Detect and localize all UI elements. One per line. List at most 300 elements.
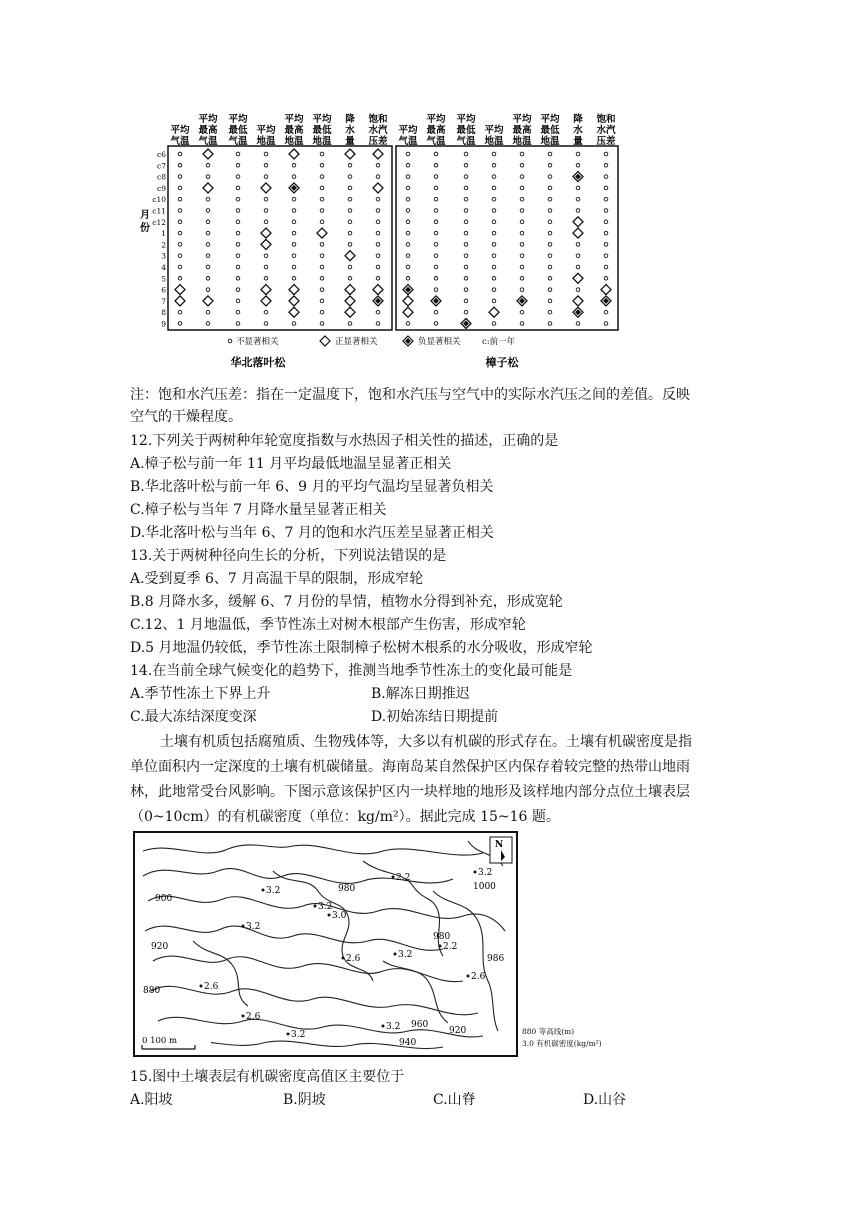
positive-marker bbox=[345, 307, 355, 317]
positive-marker bbox=[261, 183, 271, 193]
not-significant-dot bbox=[178, 231, 182, 235]
not-significant-dot bbox=[236, 220, 240, 224]
not-significant-dot bbox=[178, 186, 182, 190]
contour-label: 880 bbox=[143, 986, 161, 996]
month-label: c7 bbox=[157, 161, 166, 171]
q13-option-a[interactable]: A.受到夏季 6、7 月高温干旱的限制，形成窄轮 bbox=[130, 571, 424, 587]
scale-label: 0 100 m bbox=[142, 1036, 178, 1046]
not-significant-dot bbox=[434, 186, 438, 190]
q15-option-b[interactable]: B.阴坡 bbox=[283, 1092, 326, 1108]
sample-point-icon bbox=[342, 957, 345, 960]
not-significant-dot bbox=[604, 243, 608, 247]
month-label: 2 bbox=[161, 240, 166, 250]
not-significant-dot bbox=[464, 220, 468, 224]
passage-line-1: 土壤有机质包括腐殖质、生物残体等，大多以有机碳的形式存在。土壤有机碳密度是指 bbox=[160, 734, 692, 750]
not-significant-dot bbox=[178, 175, 182, 179]
positive-marker bbox=[203, 183, 213, 193]
not-significant-dot bbox=[406, 322, 410, 326]
q13-stem: 13.关于两树种径向生长的分析，下列说法错误的是 bbox=[130, 548, 447, 564]
legend-not-significant: 不显著相关 bbox=[236, 337, 279, 347]
not-significant-dot bbox=[548, 152, 552, 156]
sample-point-icon bbox=[328, 914, 331, 917]
not-significant-dot bbox=[264, 265, 268, 269]
not-significant-dot bbox=[520, 288, 524, 292]
not-significant-dot bbox=[348, 209, 352, 213]
positive-marker bbox=[345, 296, 355, 306]
not-significant-dot bbox=[604, 186, 608, 190]
not-significant-dot bbox=[576, 243, 580, 247]
not-significant-dot bbox=[320, 322, 324, 326]
not-significant-dot bbox=[236, 231, 240, 235]
not-significant-dot bbox=[376, 277, 380, 281]
not-significant-dot bbox=[492, 164, 496, 168]
not-significant-dot bbox=[264, 254, 268, 258]
not-significant-dot bbox=[206, 322, 210, 326]
not-significant-dot bbox=[236, 265, 240, 269]
q12-option-a[interactable]: A.樟子松与前一年 11 月平均最低地温呈显著正相关 bbox=[130, 456, 452, 472]
not-significant-dot bbox=[434, 209, 438, 213]
not-significant-dot bbox=[348, 175, 352, 179]
not-significant-dot bbox=[604, 277, 608, 281]
not-significant-dot bbox=[464, 243, 468, 247]
not-significant-dot bbox=[264, 197, 268, 201]
not-significant-dot bbox=[576, 186, 580, 190]
left-header-2: 平均最低气温 bbox=[228, 114, 248, 147]
positive-marker bbox=[261, 239, 271, 249]
not-significant-dot bbox=[348, 197, 352, 201]
contour-map-drawing bbox=[133, 831, 518, 1063]
not-significant-dot bbox=[576, 152, 580, 156]
q13-option-c[interactable]: C.12、1 月地温低，季节性冻土对树木根部产生伤害，形成窄轮 bbox=[130, 617, 526, 633]
contour-label: 920 bbox=[449, 1026, 467, 1036]
not-significant-dot bbox=[406, 254, 410, 258]
not-significant-dot bbox=[236, 164, 240, 168]
sample-point-icon bbox=[287, 1033, 290, 1036]
not-significant-dot bbox=[206, 254, 210, 258]
not-significant-dot bbox=[236, 197, 240, 201]
not-significant-dot bbox=[320, 209, 324, 213]
not-significant-dot bbox=[492, 197, 496, 201]
carbon-density-label: 3.2 bbox=[478, 868, 493, 878]
not-significant-dot bbox=[576, 322, 580, 326]
not-significant-dot bbox=[236, 152, 240, 156]
q13-option-b[interactable]: B.8 月降水多，缓解 6、7 月份的旱情，植物水分得到补充，形成宽轮 bbox=[130, 594, 563, 610]
y-axis-title: 月份 bbox=[140, 210, 150, 234]
not-significant-dot bbox=[292, 231, 296, 235]
not-significant-dot bbox=[548, 322, 552, 326]
positive-marker bbox=[403, 296, 413, 306]
not-significant-dot bbox=[604, 152, 608, 156]
contour-label: 986 bbox=[487, 954, 505, 964]
not-significant-dot bbox=[548, 310, 552, 314]
not-significant-dot bbox=[548, 231, 552, 235]
not-significant-dot bbox=[548, 175, 552, 179]
not-significant-dot bbox=[434, 310, 438, 314]
not-significant-dot bbox=[320, 277, 324, 281]
legend-positive: 正显著相关 bbox=[335, 337, 378, 347]
not-significant-dot bbox=[292, 277, 296, 281]
month-label: 4 bbox=[161, 263, 166, 272]
not-significant-dot bbox=[406, 209, 410, 213]
carbon-density-label: 2.6 bbox=[204, 982, 219, 992]
not-significant-dot bbox=[464, 254, 468, 258]
positive-marker bbox=[261, 228, 271, 238]
month-label: c8 bbox=[157, 172, 166, 182]
not-significant-dot bbox=[320, 310, 324, 314]
not-significant-dot bbox=[292, 197, 296, 201]
not-significant-dot bbox=[292, 322, 296, 326]
not-significant-dot bbox=[520, 175, 524, 179]
not-significant-dot bbox=[520, 164, 524, 168]
positive-marker bbox=[573, 217, 583, 227]
q14-option-a[interactable]: A.季节性冻土下界上升 bbox=[130, 686, 271, 702]
not-significant-dot bbox=[520, 265, 524, 269]
contour-label: 920 bbox=[151, 942, 169, 952]
not-significant-dot bbox=[348, 277, 352, 281]
not-significant-dot bbox=[178, 277, 182, 281]
not-significant-dot bbox=[492, 209, 496, 213]
not-significant-dot bbox=[548, 197, 552, 201]
sample-point-icon bbox=[467, 975, 470, 978]
q12-option-d[interactable]: D.华北落叶松与当年 6、7 月的饱和水汽压差呈显著正相关 bbox=[130, 525, 494, 541]
not-significant-dot bbox=[236, 322, 240, 326]
sample-point-icon bbox=[392, 876, 395, 879]
not-significant-dot bbox=[206, 231, 210, 235]
left-header-7: 饱和水汽压差 bbox=[368, 114, 388, 147]
not-significant-dot bbox=[576, 265, 580, 269]
not-significant-dot bbox=[178, 254, 182, 258]
not-significant-dot bbox=[178, 197, 182, 201]
not-significant-dot bbox=[434, 288, 438, 292]
right-species-name: 樟子松 bbox=[485, 356, 519, 369]
not-significant-dot bbox=[264, 220, 268, 224]
q14-option-d[interactable]: D.初始冻结日期提前 bbox=[371, 709, 499, 725]
not-significant-dot bbox=[434, 277, 438, 281]
not-significant-dot bbox=[206, 209, 210, 213]
not-significant-dot bbox=[520, 152, 524, 156]
positive-marker bbox=[573, 228, 583, 238]
not-significant-dot bbox=[206, 265, 210, 269]
q14-stem: 14.在当前全球气候变化的趋势下，推测当地季节性冻土的变化最可能是 bbox=[130, 663, 573, 679]
not-significant-dot bbox=[434, 231, 438, 235]
not-significant-dot bbox=[236, 288, 240, 292]
not-significant-dot bbox=[464, 197, 468, 201]
north-label: N bbox=[495, 840, 504, 850]
q12-option-b[interactable]: B.华北落叶松与前一年 6、9 月的平均气温均呈显著负相关 bbox=[130, 479, 494, 495]
q14-option-c[interactable]: C.最大冻结深度变深 bbox=[130, 709, 257, 725]
carbon-density-label: 3.2 bbox=[266, 886, 281, 896]
not-significant-dot bbox=[492, 186, 496, 190]
not-significant-dot bbox=[264, 175, 268, 179]
left-header-5: 平均最低地温 bbox=[312, 114, 332, 147]
not-significant-dot bbox=[434, 265, 438, 269]
not-significant-dot bbox=[576, 197, 580, 201]
not-significant-dot bbox=[206, 220, 210, 224]
not-significant-dot bbox=[520, 322, 524, 326]
passage-line-3: 林，此地常受台风影响。下图示意该保护区内一块样地的地形及该样地内部分点位土壤表层 bbox=[130, 784, 690, 800]
not-significant-dot bbox=[434, 197, 438, 201]
month-label: 6 bbox=[161, 285, 166, 295]
not-significant-dot bbox=[320, 299, 324, 303]
right-header-7: 饱和水汽压差 bbox=[596, 114, 616, 147]
legend-point: 3.0 有机碳密度(kg/m²) bbox=[522, 1039, 602, 1048]
not-significant-dot bbox=[348, 265, 352, 269]
month-label: c10 bbox=[152, 195, 166, 205]
not-significant-dot bbox=[520, 243, 524, 247]
month-label: 1 bbox=[161, 229, 166, 239]
not-significant-dot bbox=[492, 254, 496, 258]
left-header-0: 平均气温 bbox=[170, 125, 190, 147]
carbon-density-label: 3.2 bbox=[246, 922, 261, 932]
not-significant-dot bbox=[464, 231, 468, 235]
not-significant-dot bbox=[292, 265, 296, 269]
not-significant-dot bbox=[604, 310, 608, 314]
not-significant-dot bbox=[178, 243, 182, 247]
not-significant-dot bbox=[464, 209, 468, 213]
not-significant-dot bbox=[406, 197, 410, 201]
not-significant-dot bbox=[292, 175, 296, 179]
positive-marker bbox=[489, 307, 499, 317]
not-significant-dot bbox=[320, 254, 324, 258]
month-label: c6 bbox=[157, 150, 166, 159]
not-significant-dot bbox=[376, 243, 380, 247]
not-significant-dot bbox=[520, 231, 524, 235]
not-significant-dot bbox=[376, 197, 380, 201]
not-significant-dot bbox=[492, 288, 496, 292]
not-significant-dot bbox=[434, 220, 438, 224]
not-significant-dot bbox=[548, 277, 552, 281]
not-significant-dot bbox=[178, 220, 182, 224]
not-significant-dot bbox=[292, 220, 296, 224]
sample-point-icon bbox=[314, 905, 317, 908]
q14-option-b[interactable]: B.解冻日期推迟 bbox=[371, 686, 470, 702]
not-significant-dot bbox=[604, 322, 608, 326]
not-significant-dot bbox=[604, 231, 608, 235]
not-significant-dot bbox=[376, 209, 380, 213]
not-significant-dot bbox=[520, 310, 524, 314]
sample-point-icon bbox=[394, 953, 397, 956]
not-significant-dot bbox=[406, 231, 410, 235]
not-significant-dot bbox=[464, 310, 468, 314]
contour-label: 900 bbox=[155, 894, 173, 904]
not-significant-dot bbox=[604, 164, 608, 168]
positive-marker bbox=[317, 228, 327, 238]
not-significant-dot bbox=[236, 209, 240, 213]
not-significant-dot bbox=[464, 164, 468, 168]
map-legend bbox=[522, 1026, 602, 1050]
positive-marker bbox=[175, 285, 185, 295]
positive-marker bbox=[573, 296, 583, 306]
not-significant-dot bbox=[548, 265, 552, 269]
sample-point-icon bbox=[242, 925, 245, 928]
not-significant-dot bbox=[320, 265, 324, 269]
sample-point-icon bbox=[262, 889, 265, 892]
not-significant-dot bbox=[464, 186, 468, 190]
not-significant-dot bbox=[236, 310, 240, 314]
not-significant-dot bbox=[178, 265, 182, 269]
not-significant-dot bbox=[206, 310, 210, 314]
carbon-density-label: 2.6 bbox=[346, 954, 361, 964]
not-significant-dot bbox=[492, 175, 496, 179]
not-significant-dot bbox=[348, 322, 352, 326]
positive-marker bbox=[345, 251, 355, 261]
positive-marker bbox=[203, 149, 213, 159]
note-line-1: 注：饱和水汽压差：指在一定温度下，饱和水汽压与空气中的实际水汽压之间的差值。反映 bbox=[130, 387, 690, 403]
not-significant-dot bbox=[604, 175, 608, 179]
not-significant-dot bbox=[548, 288, 552, 292]
contour-label: 940 bbox=[399, 1038, 417, 1048]
not-significant-dot bbox=[320, 175, 324, 179]
not-significant-dot bbox=[434, 164, 438, 168]
not-significant-dot bbox=[464, 175, 468, 179]
not-significant-dot bbox=[292, 164, 296, 168]
right-header-5: 平均最低地温 bbox=[540, 114, 560, 147]
not-significant-dot bbox=[376, 231, 380, 235]
not-significant-dot bbox=[576, 288, 580, 292]
q15-option-d[interactable]: D.山谷 bbox=[583, 1092, 627, 1108]
not-significant-dot bbox=[348, 243, 352, 247]
not-significant-dot bbox=[348, 186, 352, 190]
not-significant-dot bbox=[520, 209, 524, 213]
not-significant-dot bbox=[406, 265, 410, 269]
q15-stem: 15.图中土壤表层有机碳密度高值区主要位于 bbox=[130, 1069, 405, 1085]
not-significant-dot bbox=[178, 209, 182, 213]
right-header-0: 平均气温 bbox=[398, 125, 418, 147]
not-significant-dot bbox=[376, 322, 380, 326]
month-label: 9 bbox=[161, 319, 166, 329]
not-significant-dot bbox=[576, 254, 580, 258]
not-significant-dot bbox=[320, 220, 324, 224]
not-significant-dot bbox=[178, 152, 182, 156]
positive-marker bbox=[345, 149, 355, 159]
carbon-density-label: 2.6 bbox=[246, 1012, 261, 1022]
not-significant-dot bbox=[264, 310, 268, 314]
month-label: c9 bbox=[157, 183, 166, 193]
legend-negative: 负显著相关 bbox=[418, 337, 461, 347]
not-significant-dot bbox=[236, 186, 240, 190]
not-significant-dot bbox=[236, 299, 240, 303]
not-significant-dot bbox=[376, 175, 380, 179]
not-significant-dot bbox=[206, 175, 210, 179]
not-significant-dot bbox=[236, 277, 240, 281]
positive-marker bbox=[289, 285, 299, 295]
carbon-density-label: 3.2 bbox=[398, 950, 413, 960]
left-header-4: 平均最高地温 bbox=[284, 114, 304, 147]
not-significant-dot bbox=[464, 265, 468, 269]
not-significant-dot bbox=[320, 288, 324, 292]
right-header-2: 平均最低气温 bbox=[456, 114, 476, 147]
carbon-density-label: 3.0 bbox=[332, 911, 347, 921]
legend-dot-icon bbox=[228, 339, 232, 343]
carbon-density-label: 2.2 bbox=[396, 873, 411, 883]
not-significant-dot bbox=[206, 164, 210, 168]
carbon-density-label: 3.2 bbox=[291, 1030, 306, 1040]
sample-point-icon bbox=[242, 1015, 245, 1018]
note-line-2: 空气的干燥程度。 bbox=[130, 409, 242, 425]
not-significant-dot bbox=[406, 164, 410, 168]
not-significant-dot bbox=[236, 175, 240, 179]
positive-marker bbox=[289, 149, 299, 159]
not-significant-dot bbox=[348, 220, 352, 224]
legend-diamond-icon bbox=[320, 336, 330, 346]
not-significant-dot bbox=[492, 265, 496, 269]
not-significant-dot bbox=[492, 231, 496, 235]
q12-option-c[interactable]: C.樟子松与当年 7 月降水量呈显著正相关 bbox=[130, 502, 387, 518]
positive-marker bbox=[373, 285, 383, 295]
not-significant-dot bbox=[434, 152, 438, 156]
contour-map bbox=[133, 831, 518, 1063]
positive-marker bbox=[289, 307, 299, 317]
not-significant-dot bbox=[604, 265, 608, 269]
not-significant-dot bbox=[376, 254, 380, 258]
not-significant-dot bbox=[264, 322, 268, 326]
not-significant-dot bbox=[604, 209, 608, 213]
not-significant-dot bbox=[320, 186, 324, 190]
not-significant-dot bbox=[464, 299, 468, 303]
not-significant-dot bbox=[376, 265, 380, 269]
not-significant-dot bbox=[264, 209, 268, 213]
positive-marker bbox=[601, 285, 611, 295]
left-header-3: 平均地温 bbox=[256, 125, 276, 147]
not-significant-dot bbox=[236, 243, 240, 247]
contour-label: 1000 bbox=[473, 882, 496, 892]
not-significant-dot bbox=[206, 277, 210, 281]
legend-contour: 880 等高线(m) bbox=[522, 1027, 575, 1036]
right-header-6: 降水量 bbox=[573, 114, 583, 147]
not-significant-dot bbox=[178, 310, 182, 314]
positive-marker bbox=[261, 285, 271, 295]
not-significant-dot bbox=[206, 288, 210, 292]
not-significant-dot bbox=[548, 243, 552, 247]
not-significant-dot bbox=[376, 220, 380, 224]
q15-option-c[interactable]: C.山脊 bbox=[433, 1092, 476, 1108]
q13-option-d[interactable]: D.5 月地温仍较低，季节性冻土限制樟子松树木根系的水分吸收，形成窄轮 bbox=[130, 640, 593, 656]
q15-option-a[interactable]: A.阳坡 bbox=[130, 1092, 173, 1108]
not-significant-dot bbox=[520, 220, 524, 224]
q12-stem: 12.下列关于两树种年轮宽度指数与水热因子相关性的描述，正确的是 bbox=[130, 433, 559, 449]
not-significant-dot bbox=[206, 197, 210, 201]
carbon-density-label: 2.2 bbox=[443, 942, 458, 952]
not-significant-dot bbox=[604, 220, 608, 224]
not-significant-dot bbox=[292, 243, 296, 247]
not-significant-dot bbox=[520, 254, 524, 258]
not-significant-dot bbox=[320, 243, 324, 247]
positive-marker bbox=[373, 149, 383, 159]
not-significant-dot bbox=[406, 243, 410, 247]
not-significant-dot bbox=[576, 164, 580, 168]
not-significant-dot bbox=[178, 322, 182, 326]
carbon-density-label: 3.2 bbox=[386, 1022, 401, 1032]
month-label: 3 bbox=[161, 251, 166, 261]
month-label: 8 bbox=[161, 308, 166, 318]
not-significant-dot bbox=[264, 152, 268, 156]
contour-label: 960 bbox=[411, 1020, 429, 1030]
not-significant-dot bbox=[348, 164, 352, 168]
not-significant-dot bbox=[548, 186, 552, 190]
not-significant-dot bbox=[434, 254, 438, 258]
sample-point-icon bbox=[474, 871, 477, 874]
not-significant-dot bbox=[464, 277, 468, 281]
not-significant-dot bbox=[236, 254, 240, 258]
carbon-density-label: 3.2 bbox=[318, 902, 333, 912]
not-significant-dot bbox=[548, 220, 552, 224]
month-label: c11 bbox=[152, 206, 166, 216]
correlation-chart bbox=[130, 100, 620, 375]
left-header-6: 降水量 bbox=[345, 114, 355, 147]
not-significant-dot bbox=[434, 243, 438, 247]
not-significant-dot bbox=[492, 152, 496, 156]
not-significant-dot bbox=[520, 197, 524, 201]
